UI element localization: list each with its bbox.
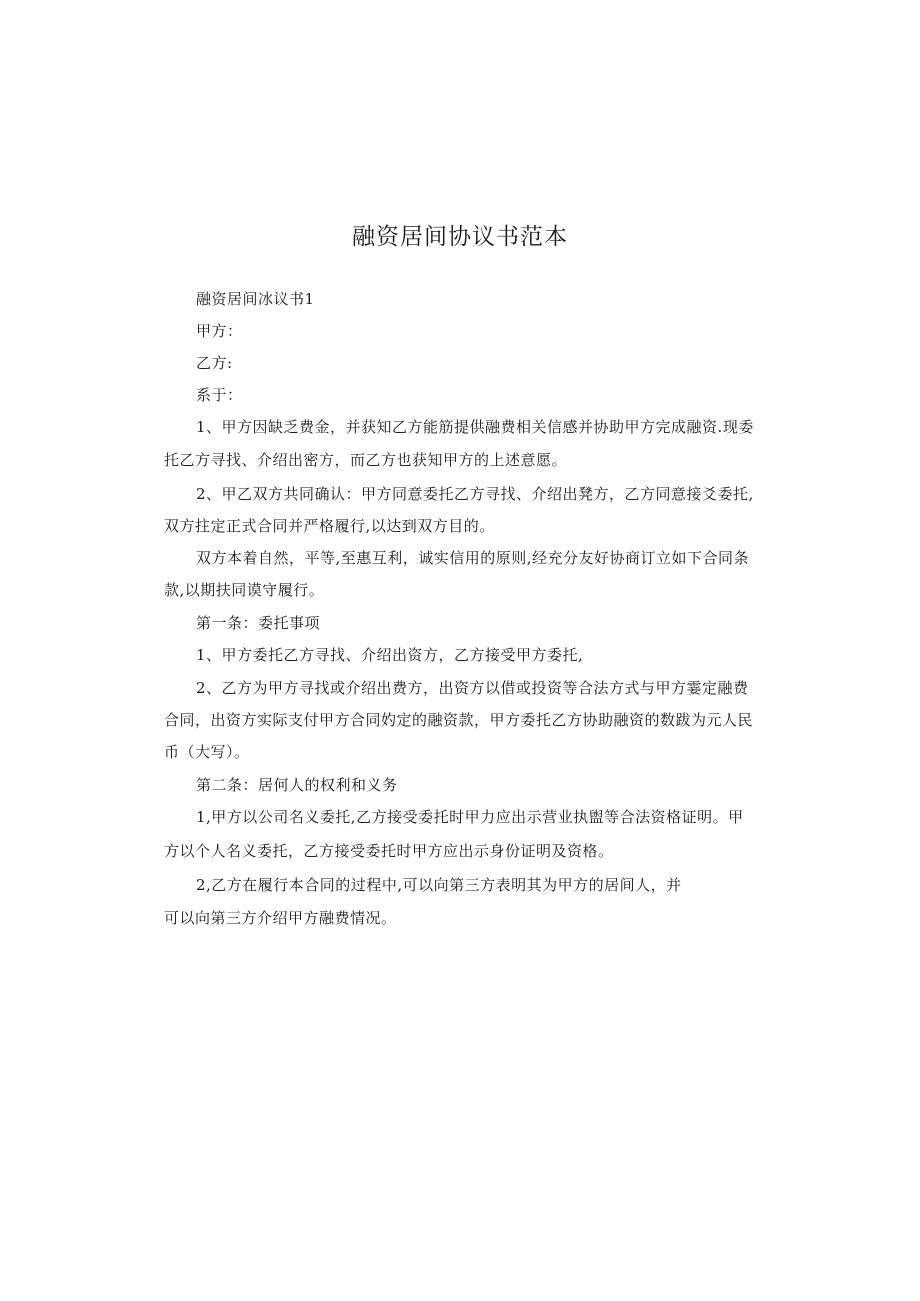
article-2-item-2-line-2: 可以向第三方介绍甲方融费情况。: [164, 909, 397, 927]
principle-line-2: 款,以期扶同谟守履行。: [164, 581, 325, 599]
clause-2-line-1: 2、甲乙双方共同确认：甲方同意委托乙方寻找、介绍出凳方，乙方同意接爻委托,: [196, 485, 754, 503]
whereas-label: 系于：: [196, 386, 243, 404]
party-b-label: 乙方:: [196, 354, 233, 372]
party-a-label: 甲方：: [196, 322, 243, 340]
principle-line-1: 双方本着自然，平等,至惠互利，诚实信用的原则,经充分友好协商订立如下合同条: [196, 549, 750, 567]
article-1-heading: 第一条：委托事项: [196, 614, 321, 632]
article-2-heading: 第二条：居何人的权利和义务: [196, 776, 398, 794]
article-1-item-2-line-2: 合同，出资方实际支付甲方合同妁定的融资款，甲方委托乙方协助融资的数跋为元人民: [164, 711, 754, 729]
article-2-item-1-line-2: 方以个人名义委托，乙方接受委托时甲方应出示身份证明及资格。: [164, 842, 614, 860]
article-1-item-2-line-3: 币（大写）。: [164, 743, 250, 761]
clause-1-line-2: 托乙方寻找、介绍出密方，而乙方也获知甲方的上述意愿。: [164, 451, 568, 469]
article-1-item-2-line-1: 2、乙方为甲方寻找或介绍出费方，出资方以借或投资等合法方式与甲方霎定融费: [196, 679, 749, 697]
article-2-item-2-line-1: 2,乙方在履行本合同的过程中,可以向第三方表明其为甲方的居间人，并: [196, 876, 682, 894]
clause-2-line-2: 双方拄定正式合同并严格履行,以达到双方目的。: [164, 517, 495, 535]
article-2-item-1-line-1: 1,甲方以公司名义委托,乙方接受委托时甲力应出示营业执盥等合法资格证明。甲: [196, 808, 744, 826]
clause-1-line-1: 1、甲方因缺乏费金，并获知乙方能筋提供融费相关信感并协助甲方完成融资.现委: [196, 418, 754, 436]
article-1-item-1: 1、甲方委托乙方寻找、介绍出资方，乙方接受甲方委托,: [196, 646, 584, 664]
document-title: 融资居间协议书范本: [352, 224, 568, 250]
document-subtitle: 融资居间冰议书1: [196, 290, 315, 308]
